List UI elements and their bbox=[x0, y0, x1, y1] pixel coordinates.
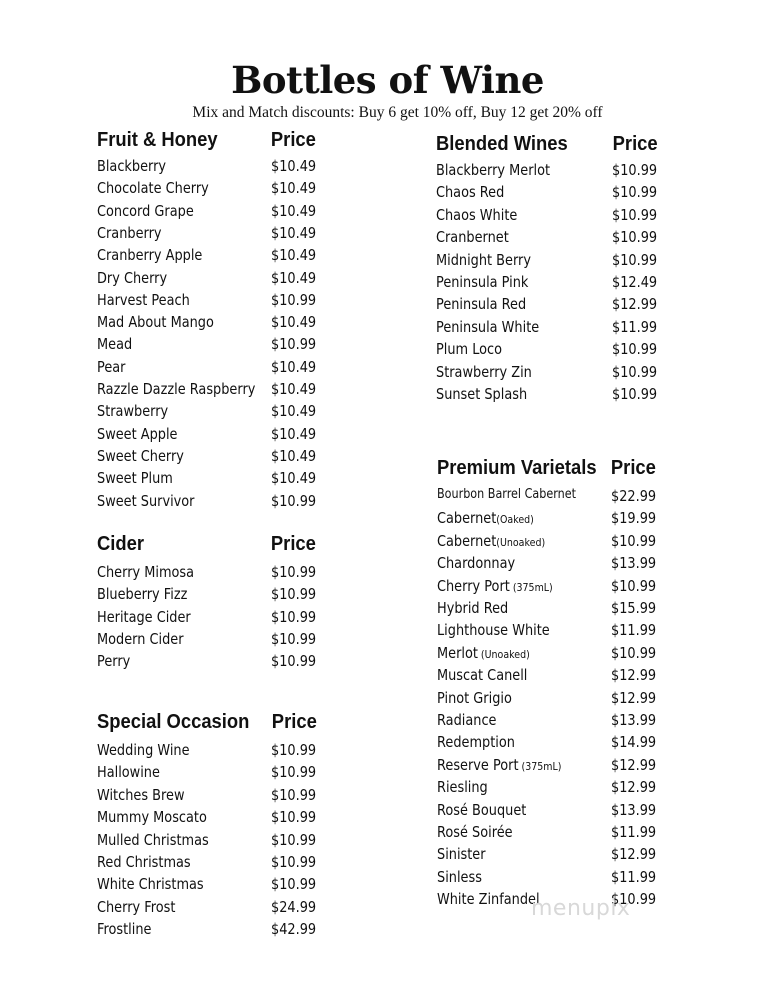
item-price: $10.49 bbox=[271, 469, 317, 488]
menu-item bbox=[437, 509, 737, 531]
item-price: $24.99 bbox=[271, 897, 317, 916]
item-name-text: Peninsula White bbox=[436, 317, 540, 336]
menu-item bbox=[97, 608, 377, 630]
item-price: $10.49 bbox=[271, 201, 317, 220]
item-name bbox=[97, 563, 194, 581]
price-header: Price bbox=[612, 133, 658, 155]
item-name bbox=[437, 554, 515, 572]
item-name-text: Concord Grape bbox=[97, 201, 194, 220]
item-qualifier: (Oaked) bbox=[496, 513, 534, 527]
item-name-text: Rosé Soirée bbox=[437, 823, 513, 841]
item-price: $10.99 bbox=[271, 830, 317, 849]
item-name-text: Sinister bbox=[437, 845, 486, 864]
item-price: $13.99 bbox=[611, 711, 657, 729]
section-header bbox=[437, 455, 713, 481]
item-price: $10.99 bbox=[612, 340, 658, 359]
item-name bbox=[437, 666, 527, 684]
menu-item bbox=[437, 599, 737, 621]
section-blended-wines bbox=[436, 131, 736, 407]
menu-item bbox=[436, 295, 736, 317]
item-qualifier: (Unoaked) bbox=[477, 647, 530, 661]
item-name bbox=[97, 380, 255, 398]
menu-item bbox=[97, 585, 377, 607]
section-fruit-honey bbox=[97, 127, 377, 514]
item-name-text: Mad About Mango bbox=[97, 313, 214, 332]
item-name bbox=[97, 808, 207, 826]
menu-item bbox=[437, 868, 737, 890]
section-title: Premium Varietals bbox=[437, 457, 597, 479]
item-name bbox=[97, 246, 202, 264]
item-price: $10.49 bbox=[271, 380, 317, 398]
section-header bbox=[97, 127, 355, 153]
item-price: $10.49 bbox=[271, 179, 317, 198]
menu-item bbox=[436, 206, 736, 228]
menu-item bbox=[436, 385, 736, 407]
section-header bbox=[97, 709, 355, 735]
item-name bbox=[436, 340, 502, 358]
item-price: $12.99 bbox=[612, 295, 658, 314]
item-name bbox=[97, 786, 185, 804]
item-name bbox=[436, 295, 526, 313]
item-price: $10.99 bbox=[271, 290, 317, 309]
item-name-text: Wedding Wine bbox=[97, 741, 190, 759]
item-price: $10.99 bbox=[271, 875, 317, 894]
item-price: $10.99 bbox=[611, 576, 657, 595]
item-name bbox=[437, 711, 496, 729]
menu-item bbox=[97, 786, 377, 808]
item-price: $13.99 bbox=[611, 554, 657, 573]
item-price: $10.99 bbox=[271, 741, 317, 759]
item-name-text: Heritage Cider bbox=[97, 607, 191, 626]
item-price: $10.99 bbox=[612, 228, 658, 247]
item-price: $10.99 bbox=[612, 161, 658, 179]
menu-item bbox=[437, 577, 737, 599]
item-name bbox=[97, 157, 166, 175]
menu-item bbox=[97, 157, 377, 179]
item-name bbox=[97, 179, 209, 197]
section-title: Blended Wines bbox=[436, 133, 568, 155]
item-name-text: Cherry Port bbox=[437, 576, 510, 595]
item-name bbox=[437, 487, 576, 502]
item-name-text: Muscat Canell bbox=[437, 666, 528, 685]
item-price: $22.99 bbox=[611, 487, 657, 505]
item-name bbox=[97, 402, 168, 420]
item-price: $42.99 bbox=[271, 920, 317, 939]
item-name-text: Frostline bbox=[97, 920, 152, 939]
item-price: $15.99 bbox=[611, 599, 657, 617]
item-name-text: Radiance bbox=[437, 711, 497, 729]
item-name-text: Cherry Mimosa bbox=[97, 563, 195, 581]
menu-item bbox=[97, 898, 377, 920]
item-name bbox=[97, 202, 194, 220]
item-name-text: Peninsula Red bbox=[436, 295, 527, 314]
menu-item bbox=[436, 251, 736, 273]
item-name bbox=[97, 269, 167, 287]
item-name-text: Rosé Bouquet bbox=[437, 800, 527, 819]
menu-item bbox=[97, 291, 377, 313]
item-price: $12.99 bbox=[611, 778, 657, 797]
menu-item bbox=[436, 273, 736, 295]
item-price: $10.49 bbox=[271, 313, 317, 332]
item-name bbox=[437, 644, 530, 662]
item-name-text: Sweet Plum bbox=[97, 469, 173, 488]
item-name bbox=[97, 875, 204, 893]
item-price: $10.99 bbox=[271, 585, 317, 604]
item-name-text: Lighthouse White bbox=[437, 621, 550, 640]
menu-item bbox=[97, 831, 377, 853]
item-name-text: Riesling bbox=[437, 778, 488, 797]
item-price: $12.99 bbox=[611, 666, 657, 685]
menu-item bbox=[437, 756, 737, 778]
item-name bbox=[437, 733, 515, 751]
item-price: $11.99 bbox=[611, 867, 657, 886]
item-name bbox=[436, 161, 550, 179]
item-name bbox=[436, 183, 504, 201]
item-price: $11.99 bbox=[611, 621, 657, 640]
item-name bbox=[97, 831, 209, 849]
item-price: $10.99 bbox=[271, 491, 317, 510]
menu-item bbox=[97, 875, 377, 897]
item-name-text: Razzle Dazzle Raspberry bbox=[97, 380, 256, 398]
item-price: $12.99 bbox=[611, 845, 657, 864]
item-name bbox=[97, 358, 125, 376]
item-name bbox=[97, 291, 190, 309]
item-name bbox=[97, 447, 184, 465]
item-name bbox=[97, 898, 175, 916]
price-header: Price bbox=[270, 533, 316, 555]
menu-item bbox=[437, 532, 737, 554]
item-name-text: Mead bbox=[97, 335, 133, 354]
item-name bbox=[437, 509, 534, 527]
item-name-text: Sweet Apple bbox=[97, 424, 178, 443]
item-name-text: Reserve Port bbox=[437, 755, 519, 774]
item-price: $10.99 bbox=[611, 531, 657, 550]
item-price: $10.49 bbox=[271, 223, 317, 242]
menu-item bbox=[97, 853, 377, 875]
section-header bbox=[436, 131, 712, 157]
menu-item bbox=[97, 630, 377, 652]
menu-item bbox=[437, 823, 737, 845]
item-name-text: Witches Brew bbox=[97, 785, 185, 804]
item-name bbox=[437, 868, 482, 886]
item-name bbox=[97, 763, 160, 781]
item-name-text: Chocolate Cherry bbox=[97, 179, 209, 198]
price-header: Price bbox=[271, 711, 317, 733]
section-title: Cider bbox=[97, 533, 145, 555]
item-name-text: White Zinfandel bbox=[437, 890, 540, 909]
menu-item bbox=[436, 363, 736, 385]
item-price: $10.99 bbox=[271, 808, 317, 827]
item-price: $10.99 bbox=[271, 563, 317, 581]
item-name-text: Cherry Frost bbox=[97, 897, 176, 916]
item-name-text: Hallowine bbox=[97, 763, 160, 782]
menu-item bbox=[437, 733, 737, 755]
item-name-text: Cabernet bbox=[437, 531, 497, 550]
section-header bbox=[97, 531, 355, 557]
item-name-text: Chaos Red bbox=[436, 183, 505, 202]
section-premium-varietals bbox=[437, 455, 737, 913]
section-title: Fruit & Honey bbox=[97, 129, 218, 151]
item-name-text: Bourbon Barrel Cabernet bbox=[437, 487, 576, 502]
item-name-text: Plum Loco bbox=[436, 340, 503, 359]
menu-item bbox=[436, 318, 736, 340]
menu-item bbox=[97, 402, 377, 424]
item-price: $11.99 bbox=[611, 823, 657, 841]
item-name-text: Sweet Survivor bbox=[97, 491, 195, 510]
item-name-text: Cranbernet bbox=[436, 228, 509, 247]
item-price: $10.49 bbox=[271, 246, 317, 265]
item-price: $10.99 bbox=[271, 629, 317, 648]
item-name-text: Red Christmas bbox=[97, 853, 191, 871]
menu-item bbox=[437, 666, 737, 688]
item-name-text: Cranberry Apple bbox=[97, 246, 203, 265]
price-header: Price bbox=[270, 129, 316, 151]
item-price: $10.99 bbox=[612, 250, 658, 269]
item-name bbox=[437, 823, 513, 841]
item-name bbox=[97, 608, 191, 626]
item-price: $10.99 bbox=[612, 205, 658, 224]
item-name bbox=[436, 206, 517, 224]
item-price: $12.99 bbox=[611, 688, 657, 707]
item-name-text: Chardonnay bbox=[437, 554, 516, 573]
item-name-text: Blueberry Fizz bbox=[97, 585, 188, 604]
item-qualifier: (Unoaked) bbox=[496, 535, 546, 549]
item-name bbox=[436, 251, 531, 269]
menu-item bbox=[97, 269, 377, 291]
item-name-text: Sunset Splash bbox=[436, 385, 528, 403]
item-price: $10.99 bbox=[271, 785, 317, 804]
item-name-text: Midnight Berry bbox=[436, 250, 531, 269]
item-name bbox=[97, 492, 194, 510]
item-name bbox=[437, 778, 488, 796]
menu-item bbox=[97, 224, 377, 246]
item-name-text: Strawberry bbox=[97, 402, 169, 421]
item-price: $10.99 bbox=[271, 763, 317, 782]
menu-item bbox=[436, 340, 736, 362]
item-name-text: Sweet Cherry bbox=[97, 446, 184, 465]
menu-item bbox=[437, 554, 737, 576]
item-name bbox=[97, 920, 151, 938]
menu-item bbox=[97, 380, 377, 402]
menu-item bbox=[437, 644, 737, 666]
item-name-text: Mummy Moscato bbox=[97, 808, 207, 827]
menu-item bbox=[97, 179, 377, 201]
item-name bbox=[97, 469, 173, 487]
menu-item bbox=[436, 228, 736, 250]
item-name-text: Merlot bbox=[437, 643, 478, 662]
menu-item bbox=[436, 161, 736, 183]
item-name bbox=[437, 577, 553, 595]
item-name bbox=[437, 801, 526, 819]
item-price: $10.99 bbox=[612, 183, 658, 202]
item-price: $10.99 bbox=[271, 853, 317, 871]
item-name-text: Modern Cider bbox=[97, 629, 184, 648]
item-price: $12.49 bbox=[612, 273, 658, 291]
menu-item bbox=[437, 845, 737, 867]
menu-item bbox=[97, 447, 377, 469]
menu-item bbox=[97, 763, 377, 785]
item-price: $10.99 bbox=[271, 652, 317, 671]
item-name bbox=[97, 425, 178, 443]
item-name-text: White Christmas bbox=[97, 875, 204, 894]
menu-item bbox=[97, 313, 377, 335]
item-price: $10.49 bbox=[271, 424, 317, 443]
menu-item bbox=[437, 689, 737, 711]
item-name-text: Peninsula Pink bbox=[436, 273, 529, 291]
item-name-text: Cranberry bbox=[97, 223, 162, 242]
item-qualifier: (375mL) bbox=[518, 759, 562, 773]
item-name bbox=[436, 228, 509, 246]
item-price: $10.49 bbox=[271, 268, 317, 287]
menu-item bbox=[97, 358, 377, 380]
item-name bbox=[437, 756, 561, 774]
section-special-occasion bbox=[97, 709, 377, 943]
item-price: $14.99 bbox=[611, 733, 657, 752]
menu-item bbox=[97, 741, 377, 763]
item-name bbox=[97, 741, 190, 759]
item-price: $10.49 bbox=[271, 446, 317, 465]
item-name bbox=[436, 385, 527, 403]
item-name bbox=[436, 363, 532, 381]
item-price: $10.99 bbox=[611, 643, 657, 662]
item-name bbox=[97, 652, 130, 670]
menu-item bbox=[437, 801, 737, 823]
menu-item bbox=[97, 469, 377, 491]
item-name-text: Strawberry Zin bbox=[436, 362, 532, 381]
menu-item bbox=[97, 920, 377, 942]
item-name bbox=[436, 273, 528, 291]
item-name-text: Sinless bbox=[437, 867, 482, 886]
item-name-text: Pinot Grigio bbox=[437, 688, 512, 707]
menu-item bbox=[97, 808, 377, 830]
item-name bbox=[437, 689, 512, 707]
price-header: Price bbox=[610, 457, 656, 479]
item-name bbox=[436, 318, 539, 336]
item-price: $10.49 bbox=[271, 157, 317, 175]
item-name-text: Pear bbox=[97, 357, 126, 376]
item-name bbox=[437, 599, 508, 617]
item-name bbox=[97, 335, 132, 353]
item-name bbox=[437, 845, 486, 863]
item-name-text: Blackberry bbox=[97, 157, 167, 175]
item-name bbox=[437, 621, 550, 639]
page-title: Bottles of Wine bbox=[231, 58, 544, 102]
menu-item bbox=[97, 652, 377, 674]
item-price: $10.49 bbox=[271, 402, 317, 421]
item-name bbox=[437, 890, 540, 908]
item-name bbox=[97, 313, 214, 331]
item-price: $19.99 bbox=[611, 509, 657, 528]
menu-item bbox=[437, 487, 737, 509]
item-name-text: Redemption bbox=[437, 733, 515, 752]
section-cider bbox=[97, 531, 377, 675]
section-title: Special Occasion bbox=[97, 711, 250, 733]
item-price: $12.99 bbox=[611, 755, 657, 774]
menu-item bbox=[97, 563, 377, 585]
item-name-text: Hybrid Red bbox=[437, 599, 509, 617]
item-price: $11.99 bbox=[612, 317, 658, 336]
item-price: $13.99 bbox=[611, 800, 657, 819]
menu-item bbox=[97, 202, 377, 224]
item-name-text: Blackberry Merlot bbox=[436, 161, 551, 179]
item-name-text: Perry bbox=[97, 652, 131, 671]
menu-item bbox=[436, 183, 736, 205]
item-price: $10.49 bbox=[271, 357, 317, 376]
item-name-text: Mulled Christmas bbox=[97, 830, 209, 849]
item-price: $10.99 bbox=[611, 890, 657, 909]
watermark: menupix bbox=[531, 896, 631, 921]
item-price: $10.99 bbox=[271, 607, 317, 626]
item-price: $10.99 bbox=[612, 362, 658, 381]
menu-item bbox=[437, 778, 737, 800]
menu-item bbox=[97, 246, 377, 268]
item-name bbox=[437, 532, 545, 550]
menu-item bbox=[97, 425, 377, 447]
item-qualifier: (375mL) bbox=[509, 580, 553, 594]
menu-item bbox=[97, 335, 377, 357]
item-price: $10.99 bbox=[271, 335, 317, 354]
menu-item bbox=[97, 492, 377, 514]
menu-item bbox=[437, 711, 737, 733]
item-name-text: Dry Cherry bbox=[97, 268, 168, 287]
item-name bbox=[97, 630, 184, 648]
menu-item bbox=[437, 621, 737, 643]
item-price: $10.99 bbox=[612, 385, 658, 403]
item-name-text: Cabernet bbox=[437, 509, 497, 528]
discount-note: Mix and Match discounts: Buy 6 get 10% off, Buy 12 get 20% off bbox=[192, 104, 603, 121]
item-name-text: Chaos White bbox=[436, 205, 518, 224]
item-name-text: Harvest Peach bbox=[97, 290, 190, 309]
item-name bbox=[97, 224, 162, 242]
item-name bbox=[97, 853, 191, 871]
item-name bbox=[97, 585, 187, 603]
